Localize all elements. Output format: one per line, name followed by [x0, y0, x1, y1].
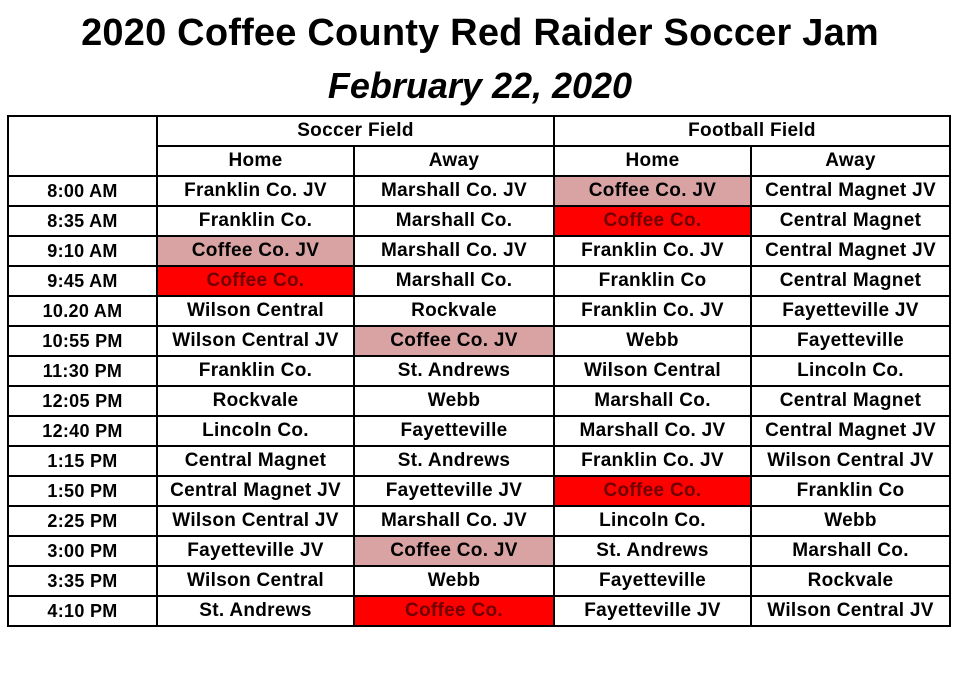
- football-home-header: Home: [554, 146, 751, 176]
- time-cell: 2:25 PM: [8, 506, 157, 536]
- football-home-cell: Wilson Central: [554, 356, 751, 386]
- soccer-away-cell: Marshall Co.: [354, 266, 554, 296]
- football-home-cell: St. Andrews: [554, 536, 751, 566]
- time-cell: 1:50 PM: [8, 476, 157, 506]
- football-home-cell: Webb: [554, 326, 751, 356]
- soccer-home-cell: Franklin Co.: [157, 206, 354, 236]
- table-row: [8, 176, 950, 206]
- football-home-cell: Marshall Co.: [554, 386, 751, 416]
- football-away-header: Away: [751, 146, 950, 176]
- soccer-away-cell: Fayetteville: [354, 416, 554, 446]
- time-cell: 12:40 PM: [8, 416, 157, 446]
- table-row: [8, 326, 950, 356]
- table-row: [8, 596, 950, 626]
- table-row: [8, 536, 950, 566]
- time-header-cell: [8, 116, 157, 176]
- soccer-away-cell: Rockvale: [354, 296, 554, 326]
- football-away-cell: Fayetteville: [751, 326, 950, 356]
- football-away-cell: Central Magnet: [751, 266, 950, 296]
- football-away-cell: Fayetteville JV: [751, 296, 950, 326]
- soccer-away-cell: Webb: [354, 566, 554, 596]
- table-row: [8, 446, 950, 476]
- soccer-home-cell: Franklin Co. JV: [157, 176, 354, 206]
- football-away-cell: Lincoln Co.: [751, 356, 950, 386]
- football-away-cell: Wilson Central JV: [751, 596, 950, 626]
- time-cell: 3:00 PM: [8, 536, 157, 566]
- table-row: [8, 566, 950, 596]
- time-cell: 8:35 AM: [8, 206, 157, 236]
- soccer-away-cell: Coffee Co. JV: [354, 536, 554, 566]
- football-away-cell: Marshall Co.: [751, 536, 950, 566]
- football-away-cell: Rockvale: [751, 566, 950, 596]
- soccer-home-cell: Coffee Co.: [157, 266, 354, 296]
- time-cell: 3:35 PM: [8, 566, 157, 596]
- time-cell: 4:10 PM: [8, 596, 157, 626]
- table-row: [8, 476, 950, 506]
- soccer-away-cell: Coffee Co.: [354, 596, 554, 626]
- soccer-home-cell: Wilson Central JV: [157, 506, 354, 536]
- soccer-away-cell: Coffee Co. JV: [354, 326, 554, 356]
- table-row: [8, 416, 950, 446]
- soccer-home-cell: Central Magnet JV: [157, 476, 354, 506]
- football-away-cell: Wilson Central JV: [751, 446, 950, 476]
- soccer-away-cell: St. Andrews: [354, 356, 554, 386]
- soccer-away-cell: Marshall Co. JV: [354, 506, 554, 536]
- soccer-home-header: Home: [157, 146, 354, 176]
- soccer-home-cell: Central Magnet: [157, 446, 354, 476]
- soccer-home-cell: Franklin Co.: [157, 356, 354, 386]
- soccer-away-cell: Webb: [354, 386, 554, 416]
- football-away-cell: Central Magnet: [751, 206, 950, 236]
- soccer-away-header: Away: [354, 146, 554, 176]
- time-cell: 10.20 AM: [8, 296, 157, 326]
- soccer-home-cell: Fayetteville JV: [157, 536, 354, 566]
- football-away-cell: Central Magnet JV: [751, 176, 950, 206]
- table-row: [8, 266, 950, 296]
- soccer-away-cell: Fayetteville JV: [354, 476, 554, 506]
- schedule-table: [7, 115, 951, 627]
- time-cell: 12:05 PM: [8, 386, 157, 416]
- football-away-cell: Franklin Co: [751, 476, 950, 506]
- football-away-cell: Central Magnet: [751, 386, 950, 416]
- time-cell: 9:45 AM: [8, 266, 157, 296]
- football-field-header: Football Field: [554, 116, 950, 146]
- football-home-cell: Fayetteville: [554, 566, 751, 596]
- soccer-home-cell: Wilson Central: [157, 296, 354, 326]
- soccer-home-cell: Coffee Co. JV: [157, 236, 354, 266]
- soccer-home-cell: Rockvale: [157, 386, 354, 416]
- soccer-home-cell: Wilson Central: [157, 566, 354, 596]
- table-row: [8, 296, 950, 326]
- football-home-cell: Marshall Co. JV: [554, 416, 751, 446]
- soccer-home-cell: Lincoln Co.: [157, 416, 354, 446]
- soccer-home-cell: St. Andrews: [157, 596, 354, 626]
- table-row: [8, 386, 950, 416]
- soccer-home-cell: Wilson Central JV: [157, 326, 354, 356]
- table-row: [8, 206, 950, 236]
- football-away-cell: Webb: [751, 506, 950, 536]
- soccer-away-cell: Marshall Co. JV: [354, 236, 554, 266]
- time-cell: 1:15 PM: [8, 446, 157, 476]
- soccer-away-cell: Marshall Co.: [354, 206, 554, 236]
- football-home-cell: Lincoln Co.: [554, 506, 751, 536]
- football-home-cell: Coffee Co.: [554, 476, 751, 506]
- football-home-cell: Franklin Co. JV: [554, 236, 751, 266]
- time-cell: 11:30 PM: [8, 356, 157, 386]
- football-away-cell: Central Magnet JV: [751, 416, 950, 446]
- football-away-cell: Central Magnet JV: [751, 236, 950, 266]
- soccer-field-header: Soccer Field: [157, 116, 554, 146]
- time-cell: 10:55 PM: [8, 326, 157, 356]
- page-title: 2020 Coffee County Red Raider Soccer Jam: [81, 12, 879, 54]
- time-cell: 8:00 AM: [8, 176, 157, 206]
- football-home-cell: Franklin Co: [554, 266, 751, 296]
- football-home-cell: Coffee Co. JV: [554, 176, 751, 206]
- field-header-row: [8, 116, 950, 146]
- soccer-away-cell: St. Andrews: [354, 446, 554, 476]
- football-home-cell: Fayetteville JV: [554, 596, 751, 626]
- football-home-cell: Coffee Co.: [554, 206, 751, 236]
- table-row: [8, 506, 950, 536]
- table-row: [8, 236, 950, 266]
- schedule-body: [8, 176, 950, 626]
- event-date: February 22, 2020: [327, 65, 633, 106]
- time-cell: 9:10 AM: [8, 236, 157, 266]
- soccer-away-cell: Marshall Co. JV: [354, 176, 554, 206]
- football-home-cell: Franklin Co. JV: [554, 296, 751, 326]
- table-row: [8, 356, 950, 386]
- football-home-cell: Franklin Co. JV: [554, 446, 751, 476]
